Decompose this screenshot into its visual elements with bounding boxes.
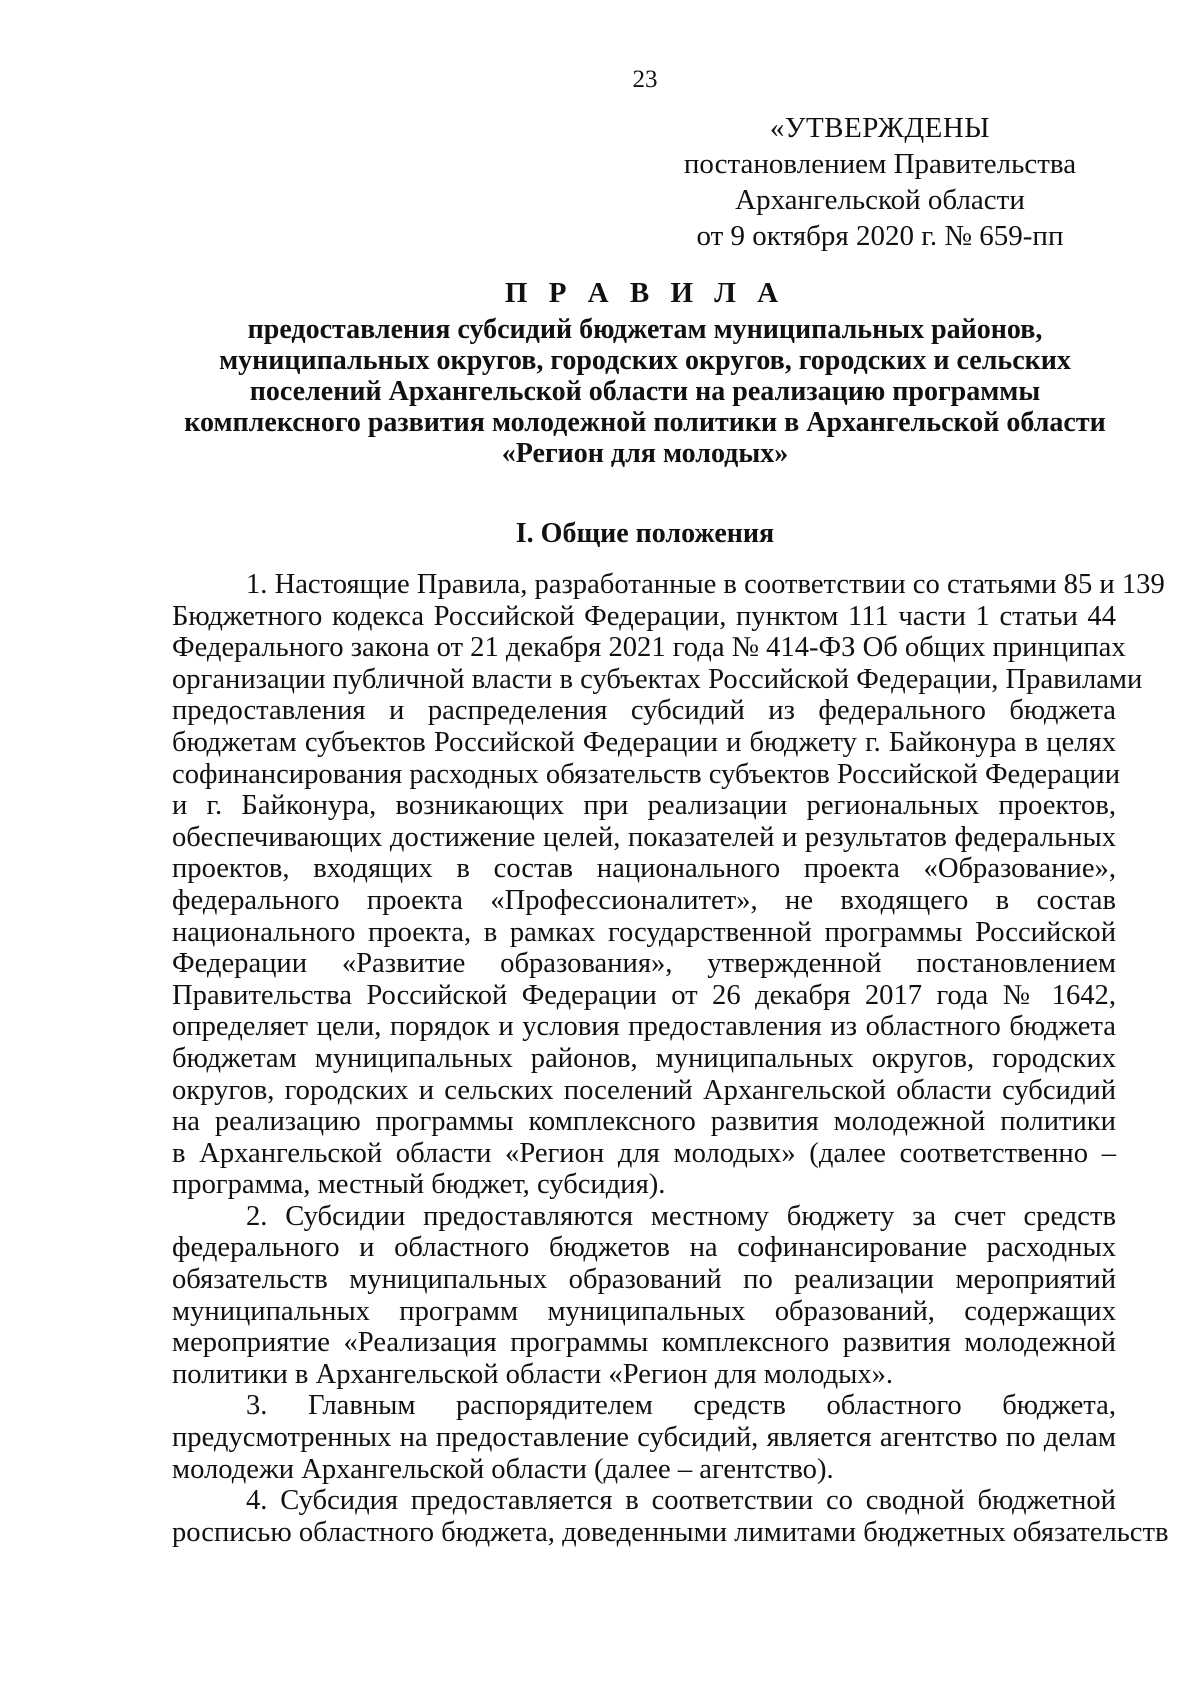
paragraph — [172, 569, 1165, 1201]
paragraph — [172, 1201, 1116, 1391]
document-subtitle-line: предоставления субсидий бюджетам муниципальных районов, — [247, 314, 1043, 345]
paragraph-line: росписью областного бюджета, доведенными лимитами бюджетных обязательств — [172, 1516, 1169, 1548]
paragraph-line: софинансирования расходных обязательств субъектов Российской Федерации — [172, 758, 1121, 790]
paragraph-line: федерального проекта «Профессионалитет», не входящего в состав — [172, 884, 1116, 916]
document-subtitle-line: комплексного развития молодежной политики в Архангельской области — [184, 407, 1106, 438]
paragraph-line: в Архангельской области «Регион для молодых» (далее соответственно – — [172, 1137, 1116, 1169]
document-subtitle-line: муниципальных округов, городских округов, городских и сельских — [219, 345, 1071, 376]
paragraph-line: политики в Архангельской области «Регион для молодых». — [172, 1358, 894, 1390]
document-subtitle-line: «Регион для молодых» — [501, 438, 789, 469]
paragraph-line: национального проекта, в рамках государственной программы Российской — [172, 916, 1116, 948]
paragraph-line: Федерального закона от 21 декабря 2021 года № 414-ФЗ Об общих принципах — [172, 632, 1126, 664]
section-title: I. Общие положения — [515, 518, 775, 549]
approval-title: «УТВЕРЖДЕНЫ — [769, 112, 991, 144]
paragraph-line: 3. Главным распорядителем средств областного бюджета, — [246, 1390, 1116, 1422]
paragraph-line: Федерации «Развитие образования», утвержденной постановлением — [172, 948, 1116, 980]
paragraph-line: муниципальных программ муниципальных образований, содержащих — [172, 1295, 1116, 1327]
approval-block — [640, 110, 1120, 254]
paragraph-line: предусмотренных на предоставление субсидий, является агентство по делам — [172, 1422, 1116, 1454]
paragraph-line: проектов, входящих в состав национального проекта «Образование», — [172, 853, 1116, 885]
paragraph-line: и г. Байконура, возникающих при реализации региональных проектов, — [172, 790, 1116, 822]
paragraph-line: Правительства Российской Федерации от 26 декабря 2017 года № 1642, — [172, 979, 1116, 1011]
paragraph-line: обеспечивающих достижение целей, показателей и результатов федеральных — [172, 821, 1116, 853]
page-number: 23 — [632, 66, 658, 93]
paragraph — [172, 1485, 1169, 1548]
paragraph-line: бюджетам субъектов Российской Федерации и бюджету г. Байконура в целях — [172, 726, 1116, 758]
paragraph-line: федерального и областного бюджетов на софинансирование расходных — [172, 1232, 1116, 1264]
document-subtitle-line: поселений Архангельской области на реализацию программы — [249, 376, 1041, 407]
paragraph-line: округов, городских и сельских поселений Архангельской области субсидий — [172, 1074, 1116, 1106]
paragraph-line: 1. Настоящие Правила, разработанные в соответствии со статьями 85 и 139 — [246, 569, 1165, 600]
document-heading — [150, 278, 1140, 469]
paragraph-line: определяет цели, порядок и условия предоставления из областного бюджета — [172, 1011, 1116, 1043]
paragraph-line: предоставления и распределения субсидий из федерального бюджета — [172, 695, 1116, 727]
paragraph-line: 2. Субсидии предоставляются местному бюджету за счет средств — [246, 1200, 1116, 1232]
paragraph — [172, 1390, 1116, 1485]
paragraph-line: молодежи Архангельской области (далее – агентство). — [172, 1453, 834, 1485]
paragraph-line: мероприятие «Реализация программы комплексного развития молодежной — [172, 1327, 1116, 1359]
paragraph-line: обязательств муниципальных образований по реализации мероприятий — [172, 1264, 1116, 1296]
approval-line: от 9 октября 2020 г. № 659-пп — [696, 220, 1064, 252]
paragraph-line: программа, местный бюджет, субсидия). — [172, 1169, 666, 1201]
paragraph-line: на реализацию программы комплексного развития молодежной политики — [172, 1106, 1116, 1138]
document-title: П Р А В И Л А — [504, 277, 786, 309]
paragraph-line: 4. Субсидия предоставляется в соответствии со сводной бюджетной — [246, 1485, 1116, 1517]
approval-line: постановлением Правительства — [683, 148, 1077, 180]
paragraph-line: бюджетам муниципальных районов, муниципальных округов, городских — [172, 1042, 1116, 1074]
paragraph-line: организации публичной власти в субъектах Российской Федерации, Правилами — [172, 663, 1143, 695]
document-body — [172, 569, 1169, 1548]
approval-line: Архангельской области — [735, 184, 1025, 216]
paragraph-line: Бюджетного кодекса Российской Федерации, пунктом 111 части 1 статьи 44 — [172, 600, 1116, 632]
